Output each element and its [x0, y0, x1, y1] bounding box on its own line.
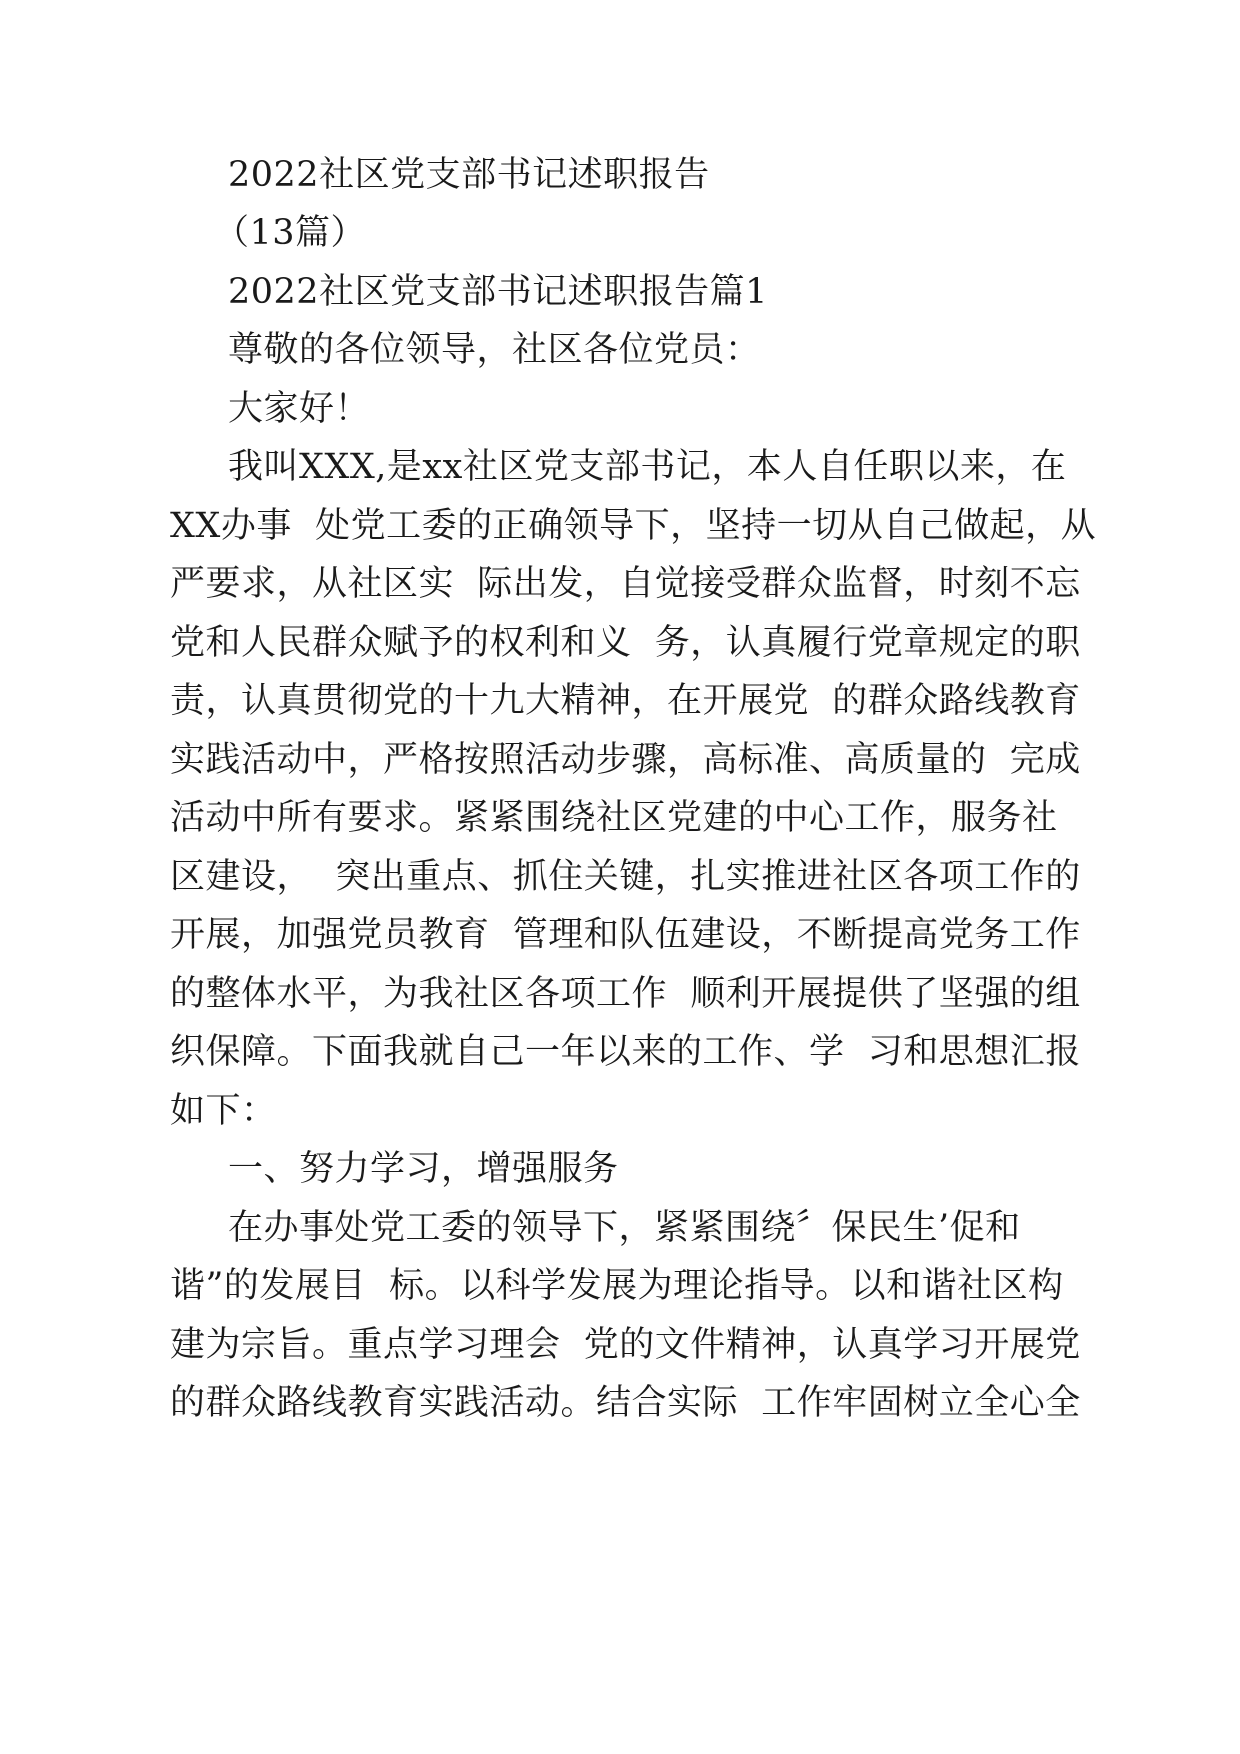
paragraph-line: 的群众路线教育实践活动。结合实际 工作牢固树立全心全	[170, 1383, 1081, 1423]
paragraph-line: 开展，加强党员教育 管理和队伍建设，不断提高党务工作	[170, 915, 1081, 955]
paragraph-line: 活动中所有要求。紧紧围绕社区党建的中心工作，服务社	[170, 798, 1058, 838]
paragraph-line: 党和人民群众赋予的权利和义 务，认真履行党章规定的职	[170, 623, 1081, 663]
document-title-line-2: （13篇）	[214, 213, 367, 253]
greeting: 大家好！	[228, 389, 371, 429]
paragraph-line: 织保障。下面我就自己一年以来的工作、学 习和思想汇报	[170, 1032, 1081, 1072]
paragraph-line: 谐”的发展目 标。以科学发展为理论指导。以和谐社区构	[170, 1266, 1064, 1306]
paragraph-line: 责，认真贯彻党的十九大精神，在开展党 的群众路线教育	[170, 681, 1081, 721]
paragraph-line: 如下：	[170, 1091, 277, 1131]
paragraph-line: 区建设， 突出重点、抓住关键，扎实推进社区各项工作的	[170, 857, 1081, 897]
paragraph-line: 建为宗旨。重点学习理会 党的文件精神，认真学习开展党	[170, 1325, 1081, 1365]
paragraph-line: XX办事 处党工委的正确领导下，坚持一切从自己做起，从	[170, 506, 1097, 546]
paragraph-line: 严要求，从社区实 际出发，自觉接受群众监督，时刻不忘	[170, 564, 1081, 604]
paragraph-line: 我叫XXX,是xx社区党支部书记，本人自任职以来，在	[228, 447, 1067, 487]
salutation: 尊敬的各位领导，社区各位党员：	[228, 330, 761, 370]
subheading: 一、努力学习，增强服务	[228, 1149, 619, 1189]
paragraph-line: 在办事处党工委的领导下，紧紧围绕〞保民生’促和	[228, 1208, 1021, 1248]
paragraph-line: 的整体水平，为我社区各项工作 顺利开展提供了坚强的组	[170, 974, 1081, 1014]
document-title-line-1: 2022社区党支部书记述职报告	[228, 155, 710, 195]
section-heading: 2022社区党支部书记述职报告篇1	[228, 272, 768, 312]
paragraph-line: 实践活动中，严格按照活动步骤，高标准、高质量的 完成	[170, 740, 1081, 780]
